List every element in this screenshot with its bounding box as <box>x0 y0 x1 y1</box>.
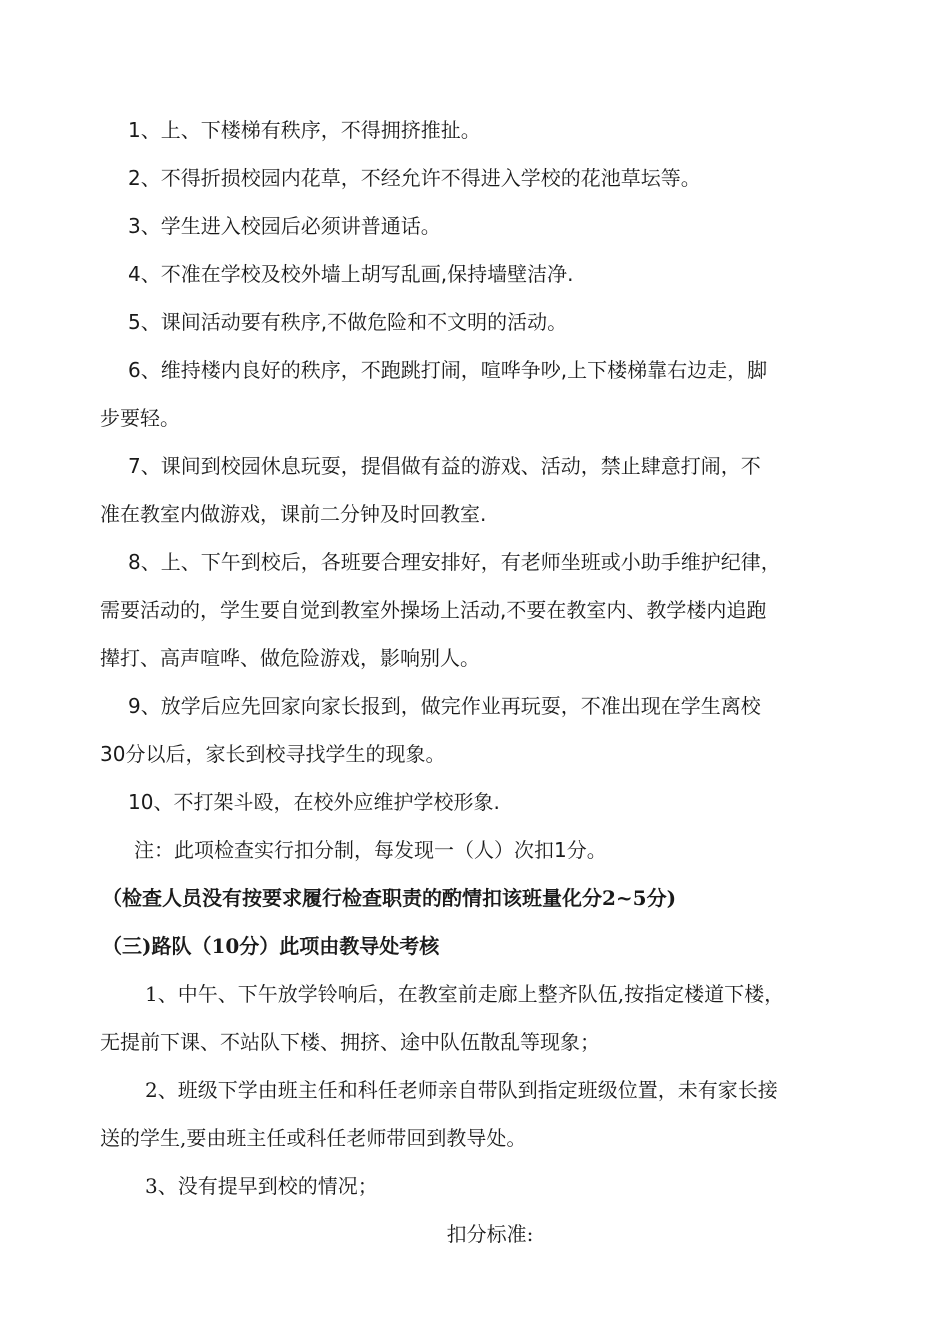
rule-6-line-2: 步要轻。 <box>100 406 180 430</box>
rule-3: 3、学生进入校园后必须讲普通话。 <box>128 214 441 238</box>
scoring-note: 注：此项检查实行扣分制，每发现一（人）次扣1分。 <box>134 838 607 862</box>
queue-rule-2-line-2: 送的学生,要由班主任或科任老师带回到教导处。 <box>100 1126 527 1150</box>
rule-6-line-1: 6、维持楼内良好的秩序，不跑跳打闹，喧哗争吵,上下楼梯靠右边走，脚 <box>128 358 768 382</box>
rule-7-line-2: 准在教室内做游戏，课前二分钟及时回教室. <box>100 502 487 526</box>
rule-9-line-2: 30分以后，家长到校寻找学生的现象。 <box>100 742 446 766</box>
queue-rule-3: 3、没有提早到校的情况； <box>145 1174 378 1198</box>
rule-8-line-1: 8、上、下午到校后，各班要合理安排好，有老师坐班或小助手维护纪律， <box>128 550 781 574</box>
queue-rule-1-line-2: 无提前下课、不站队下楼、拥挤、途中队伍散乱等现象； <box>100 1030 600 1054</box>
rule-1: 1、上、下楼梯有秩序，不得拥挤推扯。 <box>128 118 481 142</box>
rule-5: 5、课间活动要有秩序,不做危险和不文明的活动。 <box>128 310 568 334</box>
queue-rule-2-line-1: 2、班级下学由班主任和科任老师亲自带队到指定班级位置，未有家长接 <box>145 1078 778 1102</box>
rule-9-line-1: 9、放学后应先回家向家长报到，做完作业再玩耍，不准出现在学生离校 <box>128 694 761 718</box>
deduction-standard-heading: 扣分标准: <box>446 1222 534 1246</box>
rule-8-line-2: 需要活动的，学生要自觉到教室外操场上活动,不要在教室内、教学楼内追跑 <box>100 598 767 622</box>
rule-8-line-3: 撵打、高声喧哗、做危险游戏，影响别人。 <box>100 646 480 670</box>
inspector-note: （检查人员没有按要求履行检查职责的酌情扣该班量化分2~5分) <box>102 886 677 910</box>
queue-rule-1-line-1: 1、中午、下午放学铃响后，在教室前走廊上整齐队伍,按指定楼道下楼， <box>145 982 785 1006</box>
rule-4: 4、不准在学校及校外墙上胡写乱画,保持墙壁洁净. <box>128 262 574 286</box>
rule-10: 10、不打架斗殴，在校外应维护学校形象. <box>128 790 500 814</box>
section-3-heading: （三)路队（10分）此项由教导处考核 <box>102 934 440 958</box>
rule-2: 2、不得折损校园内花草，不经允许不得进入学校的花池草坛等。 <box>128 166 701 190</box>
rule-7-line-1: 7、课间到校园休息玩耍，提倡做有益的游戏、活动，禁止肆意打闹，不 <box>128 454 761 478</box>
